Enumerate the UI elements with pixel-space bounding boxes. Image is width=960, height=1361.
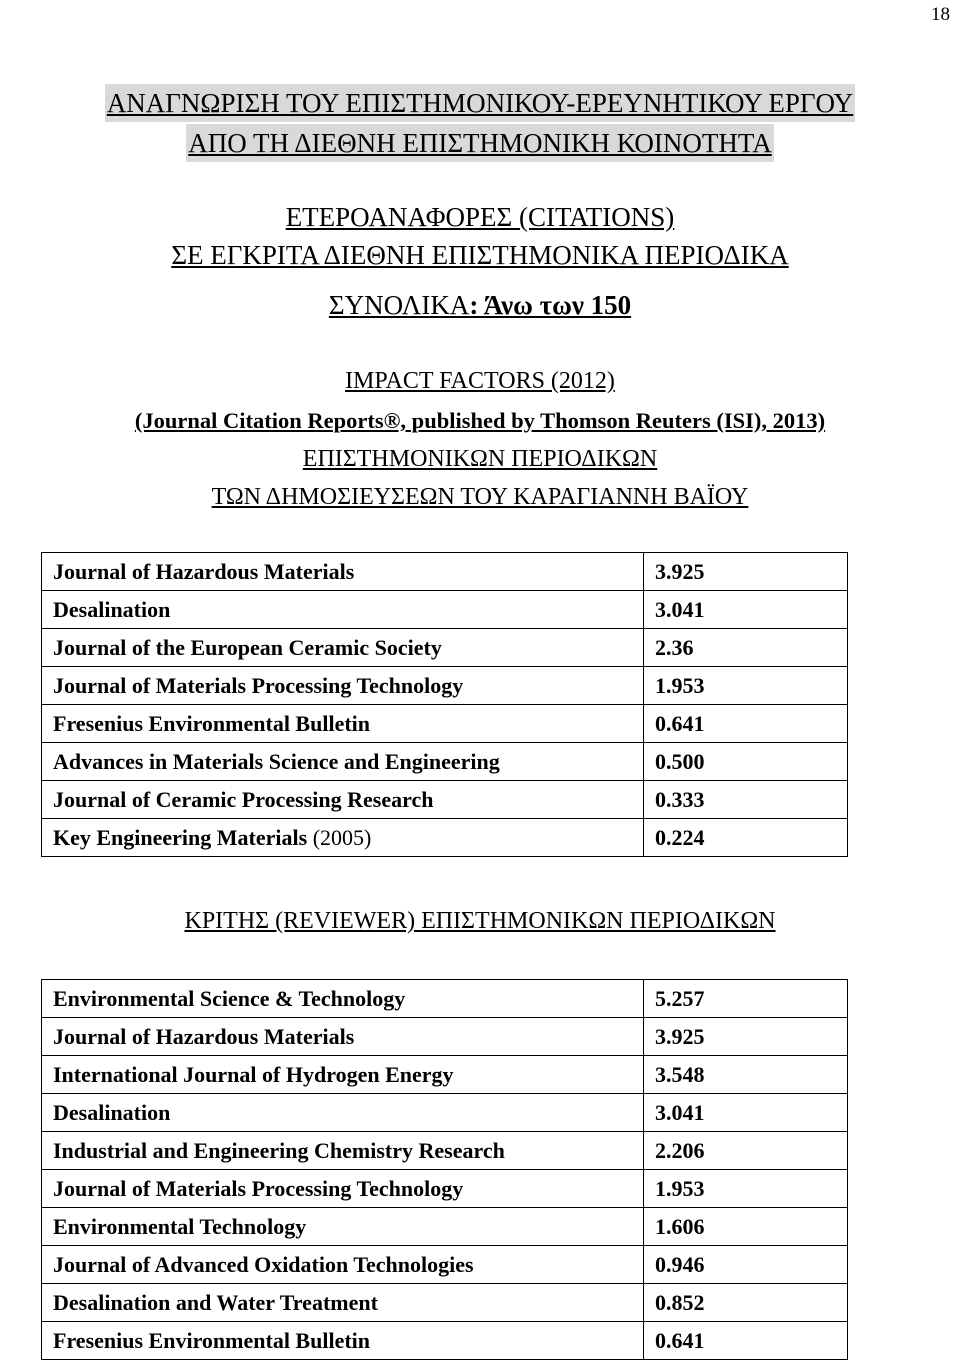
journal-name: Journal of Ceramic Processing Research [42,781,644,819]
table-row [42,667,848,705]
journal-year-note: (2005) [307,824,372,850]
table-row [42,591,848,629]
impact-factor: 3.925 [644,1018,848,1056]
journal-name: Desalination and Water Treatment [42,1284,644,1322]
table-row [42,819,848,857]
table-row [42,1208,848,1246]
citations-heading: ΕΤΕΡΟΑΝΑΦΟΡΕΣ (CITATIONS) [285,202,675,232]
journal-name: Journal of Advanced Oxidation Technologies [42,1246,644,1284]
journal-name: Environmental Technology [42,1208,644,1246]
impact-factor: 0.224 [644,819,848,857]
journal-name: Journal of Materials Processing Technology [42,667,644,705]
reviewer-heading: ΚΡΙΤΗΣ (REVIEWER) ΕΠΙΣΤΗΜΟΝΙΚΩΝ ΠΕΡΙΟΔΙΚΩΝ [184,908,776,934]
table-row [42,1018,848,1056]
table-row [42,1170,848,1208]
table-row [42,629,848,667]
citations-subheading: ΣΕ ΕΓΚΡΙΤΑ ΔΙΕΘΝΗ ΕΠΙΣΤΗΜΟΝΙΚΑ ΠΕΡΙΟΔΙΚΑ [171,240,789,270]
table-row [42,743,848,781]
impact-factor: 0.852 [644,1284,848,1322]
table-row [42,1056,848,1094]
impact-factor: 0.500 [644,743,848,781]
citations-total-value: : Άνω των 150 [469,290,632,320]
impact-title: IMPACT FACTORS (2012) [345,368,615,394]
journal-name: Industrial and Engineering Chemistry Research [42,1132,644,1170]
journal-name-cell [42,819,644,857]
impact-source: (Journal Citation Reports®, published by Thomson Reuters (ISI), 2013) [134,408,826,433]
impact-factor: 2.206 [644,1132,848,1170]
journal-name: Fresenius Environmental Bulletin [42,705,644,743]
table-row [42,553,848,591]
impact-factor: 0.641 [644,1322,848,1360]
journal-name: Journal of the European Ceramic Society [42,629,644,667]
journal-name: Environmental Science & Technology [42,980,644,1018]
impact-heading-line-1: ΕΠΙΣΤΗΜΟΝΙΚΩΝ ΠΕΡΙΟΔΙΚΩΝ [302,446,658,472]
table-row [42,705,848,743]
impact-factor: 1.953 [644,1170,848,1208]
journal-name: International Journal of Hydrogen Energy [42,1056,644,1094]
reviewer-journals-table [41,979,848,1360]
journal-name: Desalination [42,1094,644,1132]
impact-factor: 0.333 [644,781,848,819]
journal-name: Journal of Hazardous Materials [42,553,644,591]
headline-line-1: ΑΝΑΓΝΩΡΙΣΗ ΤΟΥ ΕΠΙΣΤΗΜΟΝΙΚΟΥ-ΕΡΕΥΝΗΤΙΚΟΥ ΕΡΓΟΥ [105,84,855,122]
table-row [42,1246,848,1284]
impact-factor: 3.041 [644,591,848,629]
table-row [42,1284,848,1322]
table-row [42,1094,848,1132]
headline-line-2: ΑΠΟ ΤΗ ΔΙΕΘΝΗ ΕΠΙΣΤΗΜΟΝΙΚΗ ΚΟΙΝΟΤΗΤΑ [186,124,773,162]
journal-name: Fresenius Environmental Bulletin [42,1322,644,1360]
page-number: 18 [931,4,950,25]
impact-factor: 3.548 [644,1056,848,1094]
journal-name: Journal of Materials Processing Technology [42,1170,644,1208]
impact-factor: 2.36 [644,629,848,667]
headline [0,84,960,162]
journal-name: Advances in Materials Science and Engineering [42,743,644,781]
impact-heading-line-2: ΤΩΝ ΔΗΜΟΣΙΕΥΣΕΩΝ ΤΟΥ ΚΑΡΑΓΙΑΝΝΗ ΒΑΪΟΥ [211,484,749,510]
table-row [42,980,848,1018]
journal-name: Key Engineering Materials [53,824,308,850]
impact-factor: 0.946 [644,1246,848,1284]
table-row [42,1132,848,1170]
impact-factor: 1.606 [644,1208,848,1246]
journal-name: Desalination [42,591,644,629]
publications-impact-table [41,552,848,857]
impact-factor: 0.641 [644,705,848,743]
citations-total [0,290,960,321]
table-row [42,781,848,819]
impact-factor: 3.041 [644,1094,848,1132]
journal-name: Journal of Hazardous Materials [42,1018,644,1056]
impact-factor: 1.953 [644,667,848,705]
table-row [42,1322,848,1360]
citations-total-label: ΣΥΝΟΛΙΚΑ [328,290,470,320]
impact-factor: 5.257 [644,980,848,1018]
impact-factor: 3.925 [644,553,848,591]
